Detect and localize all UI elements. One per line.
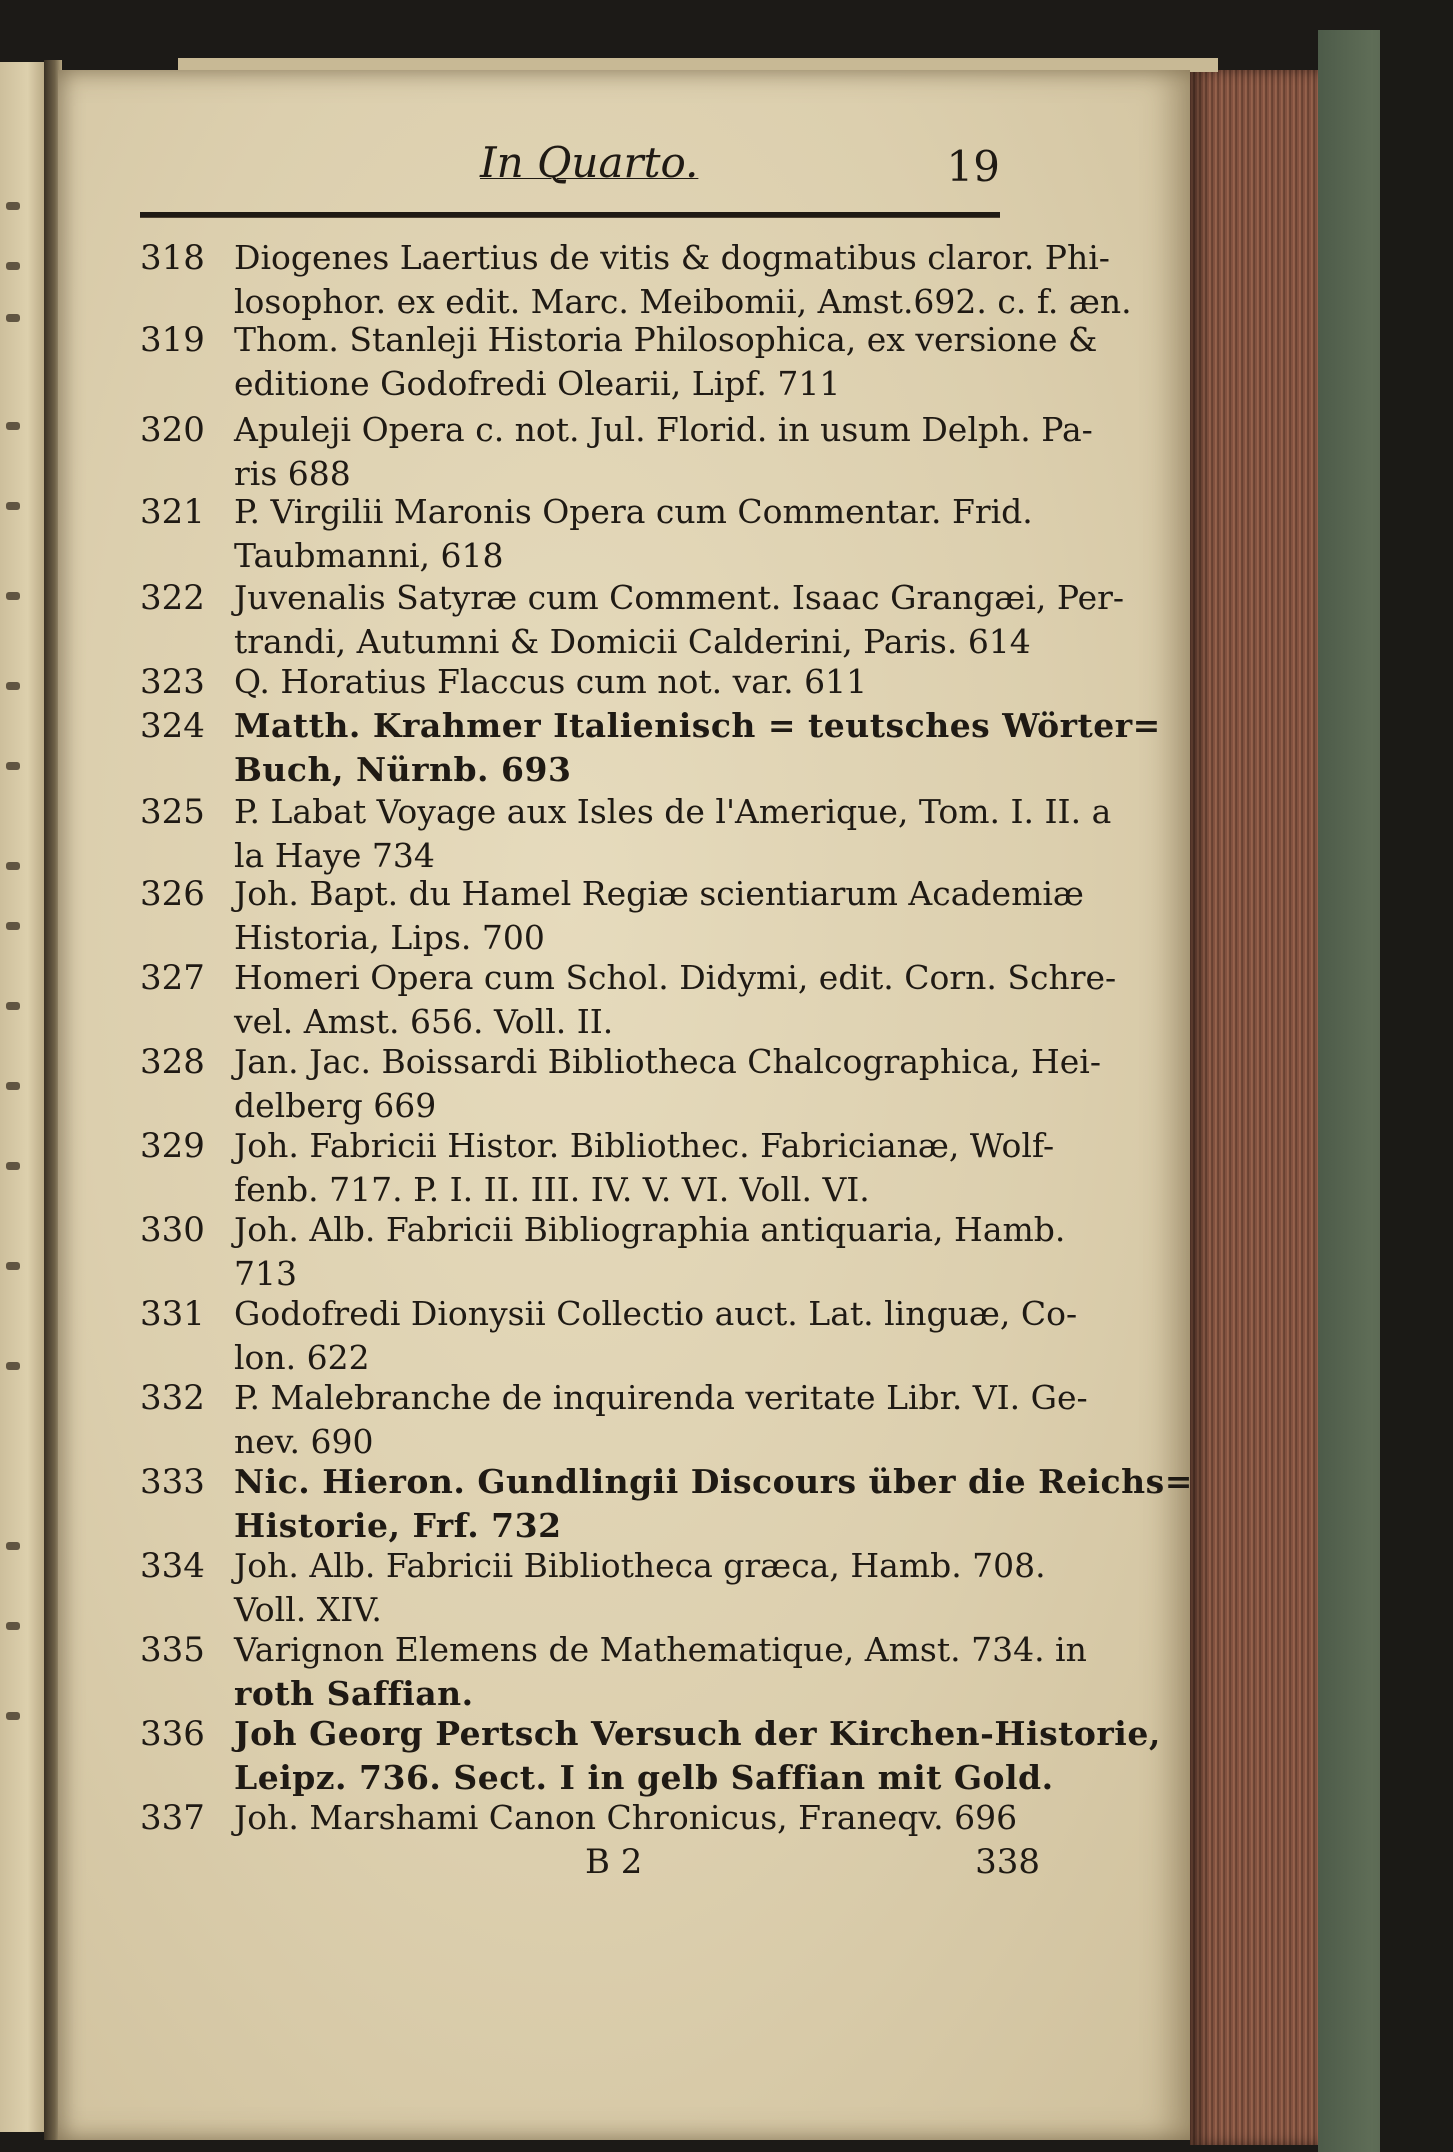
entry-line: roth Saffian. (234, 1674, 474, 1713)
running-title: In Quarto. (480, 138, 699, 187)
entry-line: Nic. Hieron. Gundlingii Discours über die Reichs= (234, 1462, 1193, 1501)
entry-line: Joh Georg Pertsch Versuch der Kirchen-Historie, (234, 1714, 1161, 1753)
entry-line: 713 (234, 1254, 297, 1293)
entry-line: Leipz. 736. Sect. I in gelb Saffian mit Gold. (234, 1758, 1054, 1797)
entry-line: Varignon Elemens de Mathematique, Amst. 734. in (234, 1630, 1087, 1669)
page-number: 19 (946, 142, 1000, 191)
entry-number: 327 (140, 958, 205, 998)
entry-number: 333 (140, 1462, 205, 1502)
entry-number: 318 (140, 238, 205, 278)
entry-number: 319 (140, 320, 205, 360)
entry-line: trandi, Autumni & Domicii Calderini, Paris. 614 (234, 622, 1031, 661)
entry-line: Matth. Krahmer Italienisch = teutsches Wörter= (234, 706, 1161, 745)
entry-number: 336 (140, 1714, 205, 1754)
entry-line: Thom. Stanleji Historia Philosophica, ex versione & (234, 320, 1098, 359)
entry-number: 322 (140, 578, 205, 618)
entry-line: ris 688 (234, 454, 351, 493)
entry-number: 331 (140, 1294, 205, 1334)
entry-line: Homeri Opera cum Schol. Didymi, edit. Corn. Schre- (234, 958, 1117, 997)
entry-number: 321 (140, 492, 205, 532)
entry-line: P. Labat Voyage aux Isles de l'Amerique, Tom. I. II. a (234, 792, 1112, 831)
entry-number: 328 (140, 1042, 205, 1082)
entry-line: P. Virgilii Maronis Opera cum Commentar. Frid. (234, 492, 1033, 531)
entry-number: 334 (140, 1546, 205, 1586)
entry-line: Voll. XIV. (234, 1590, 382, 1629)
entry-line: P. Malebranche de inquirenda veritate Libr. VI. Ge- (234, 1378, 1088, 1417)
entry-number: 326 (140, 874, 205, 914)
entry-line: Godofredi Dionysii Collectio auct. Lat. linguæ, Co- (234, 1294, 1078, 1333)
entry-line: Juvenalis Satyræ cum Comment. Isaac Grangæi, Per- (234, 578, 1125, 617)
entry-line: Joh. Alb. Fabricii Bibliotheca græca, Hamb. 708. (234, 1546, 1046, 1585)
signature-mark: B 2 (585, 1842, 643, 1882)
entry-line: Diogenes Laertius de vitis & dogmatibus claror. Phi- (234, 238, 1110, 277)
entry-line: Historie, Frf. 732 (234, 1506, 562, 1545)
entry-line: delberg 669 (234, 1086, 437, 1125)
entry-line: editione Godofredi Olearii, Lipf. 711 (234, 364, 841, 403)
entry-number: 329 (140, 1126, 205, 1166)
entry-line: vel. Amst. 656. Voll. II. (234, 1002, 614, 1041)
entry-line: Q. Horatius Flaccus cum not. var. 611 (234, 662, 868, 701)
entry-line: Jan. Jac. Boissardi Bibliotheca Chalcographica, Hei- (234, 1042, 1101, 1081)
entry-line: Joh. Fabricii Histor. Bibliothec. Fabricianæ, Wolf- (234, 1126, 1055, 1165)
entry-line: la Haye 734 (234, 836, 435, 875)
entry-line: Joh. Alb. Fabricii Bibliographia antiquaria, Hamb. (234, 1210, 1066, 1249)
entry-line: Historia, Lips. 700 (234, 918, 545, 957)
entry-line: Joh. Bapt. du Hamel Regiæ scientiarum Academiæ (234, 874, 1084, 913)
entry-number: 320 (140, 410, 205, 450)
entry-line: nev. 690 (234, 1422, 374, 1461)
entry-number: 337 (140, 1798, 205, 1838)
entry-line: lon. 622 (234, 1338, 370, 1377)
entry-line: fenb. 717. P. I. II. III. IV. V. VI. Voll. VI. (234, 1170, 870, 1209)
catchword: 338 (975, 1842, 1040, 1882)
entry-line: Taubmanni, 618 (234, 536, 504, 575)
entry-line: losophor. ex edit. Marc. Meibomii, Amst.692. c. f. æn. (234, 282, 1132, 321)
entry-number: 330 (140, 1210, 205, 1250)
entry-line: Apuleji Opera c. not. Jul. Florid. in usum Delph. Pa- (234, 410, 1093, 449)
entry-number: 323 (140, 662, 205, 702)
entry-number: 325 (140, 792, 205, 832)
entry-line: Joh. Marshami Canon Chronicus, Franeqv. 696 (234, 1798, 1018, 1837)
entry-number: 324 (140, 706, 205, 746)
entry-number: 335 (140, 1630, 205, 1670)
entry-line: Buch, Nürnb. 693 (234, 750, 572, 789)
page-footer (140, 1842, 1040, 1892)
entry-number: 332 (140, 1378, 205, 1418)
